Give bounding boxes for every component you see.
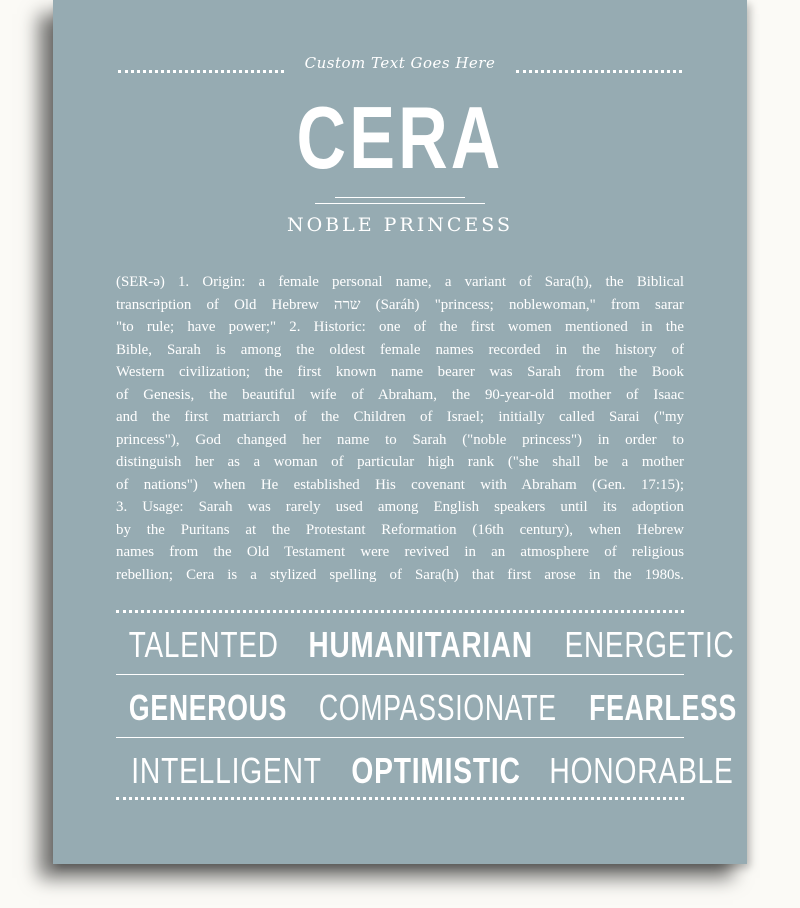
traits-row-1 bbox=[116, 622, 735, 668]
trait-word: ENERGETIC bbox=[565, 624, 735, 665]
definition-line: of Genesis, the beautiful wife of Abraham, the 90-year-old mother of Isaac bbox=[116, 386, 684, 403]
definition-line: "to rule; have power;" 2. Historic: one of the first women mentioned in the bbox=[116, 319, 684, 335]
definition-line: Western civilization; the first known name bearer was Sarah from the Book bbox=[116, 364, 684, 380]
name-underline-top bbox=[335, 197, 465, 198]
trait-word: GENEROUS bbox=[128, 687, 288, 728]
definition-line: (SER-ə) 1. Origin: a female personal name, a variant of Sara(h), the Biblical bbox=[116, 274, 684, 290]
trait-word: HONORABLE bbox=[549, 750, 734, 791]
traits-divider bbox=[116, 737, 684, 738]
definition-line: transcription of Old Hebrew שרה (Saráh) "princess; noblewoman," from sarar bbox=[116, 296, 684, 313]
dotted-divider-right bbox=[516, 70, 682, 73]
traits-row-3 bbox=[116, 748, 734, 794]
trait-word: FEARLESS bbox=[588, 687, 737, 728]
definition-line: names from the Old Testament were revived in an atmosphere of religious bbox=[116, 544, 684, 560]
trait-word: OPTIMISTIC bbox=[351, 750, 521, 791]
definition-text bbox=[116, 271, 684, 586]
traits-divider bbox=[116, 674, 684, 675]
definition-line: Bible, Sarah is among the oldest female names recorded in the history of bbox=[116, 341, 684, 358]
trait-word: HUMANITARIAN bbox=[308, 624, 533, 665]
dotted-divider-traits-top bbox=[116, 610, 684, 613]
dotted-divider-traits-bottom bbox=[116, 797, 684, 800]
name-meaning: NOBLE PRINCESS bbox=[286, 214, 514, 236]
definition-line: by the Puritans at the Protestant Reformation (16th century), when Hebrew bbox=[116, 521, 684, 538]
definition-line: distinguish her as a woman of particular high rank ("she shall be a mother bbox=[116, 454, 684, 470]
traits-row-2 bbox=[116, 685, 737, 731]
poster-name: CERA bbox=[296, 88, 504, 187]
trait-word: TALENTED bbox=[128, 624, 279, 665]
definition-line: of nations") when He established His covenant with Abraham (Gen. 17:15); bbox=[116, 476, 684, 493]
dotted-divider-left bbox=[118, 70, 284, 73]
name-poster bbox=[53, 0, 747, 864]
trait-word: INTELLIGENT bbox=[131, 750, 323, 791]
definition-line: and the first matriarch of the Children of Israel; initially called Sarai ("my bbox=[116, 409, 684, 425]
custom-text: Custom Text Goes Here bbox=[304, 54, 496, 72]
definition-line: 3. Usage: Sarah was rarely used among English speakers until its adoption bbox=[116, 499, 684, 515]
trait-word: COMPASSIONATE bbox=[319, 687, 558, 728]
name-underline-bottom bbox=[315, 203, 485, 204]
definition-line: princess"), God changed her name to Sarah ("noble princess") in order to bbox=[116, 431, 684, 448]
definition-line: rebellion; Cera is a stylized spelling of Sara(h) that first arose in the 1980s. bbox=[116, 566, 684, 583]
